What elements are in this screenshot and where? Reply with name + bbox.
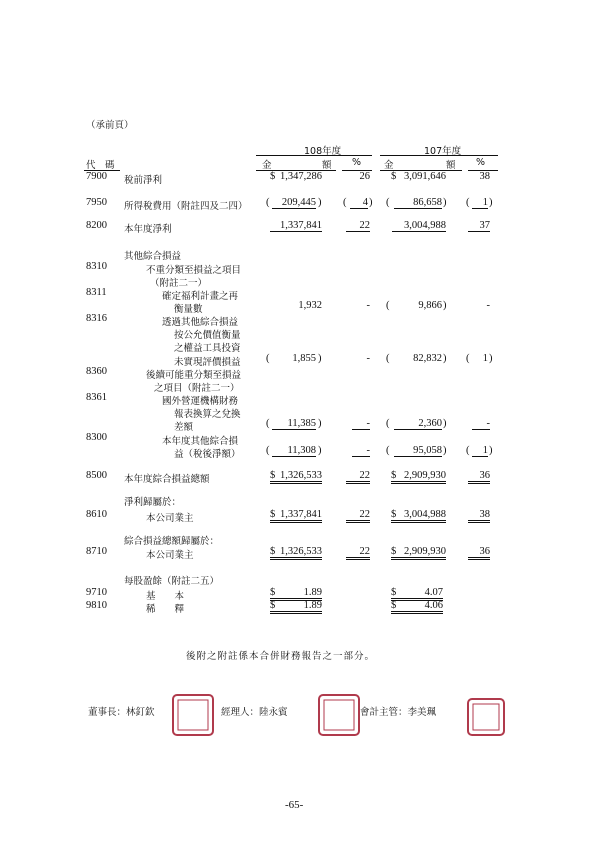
- pct-107: 37: [468, 220, 490, 232]
- currency-sign: $: [391, 587, 397, 598]
- row-code: 8310: [86, 261, 107, 272]
- row-code: 8300: [86, 432, 107, 443]
- amount-107: 95,058: [394, 445, 442, 457]
- year-108-header: 108年度: [304, 146, 342, 157]
- manager-signature: 經理人：陸永賓: [221, 707, 288, 718]
- amount-107: 2,909,930: [391, 470, 446, 484]
- row-code: 8360: [86, 366, 107, 377]
- row-label: 基 本: [146, 591, 185, 602]
- year-107-header: 107年度: [424, 146, 462, 157]
- row-label: 透過其他綜合損益: [162, 317, 239, 328]
- left-paren: (: [386, 445, 390, 456]
- amount-108: 1.89: [270, 587, 322, 601]
- row-label: 之權益工具投資: [174, 343, 241, 354]
- right-paren: ): [318, 353, 322, 364]
- left-paren: (: [386, 300, 390, 311]
- right-paren: ): [318, 445, 322, 456]
- row-label: 每股盈餘（附註二五）: [124, 576, 220, 587]
- amount-107: 2,360: [394, 418, 442, 430]
- row-label: 所得稅費用（附註四及二四）: [124, 201, 248, 212]
- pct-107: 1: [472, 197, 488, 209]
- row-code: 9710: [86, 587, 107, 598]
- left-paren: (: [343, 197, 347, 208]
- pct-107: 36: [468, 470, 490, 484]
- row-code: 8500: [86, 470, 107, 481]
- amount-107: 3,091,646: [404, 171, 446, 182]
- left-paren: (: [266, 418, 270, 429]
- row-code: 8361: [86, 392, 107, 403]
- row-label: 不重分類至損益之項目: [146, 265, 242, 276]
- row-code: 8316: [86, 313, 107, 324]
- amount-108: 1,855: [292, 353, 316, 364]
- row-label: 稅前淨利: [124, 175, 163, 186]
- currency-sign: $: [270, 470, 276, 481]
- row-label: 差額: [174, 422, 194, 433]
- pct-108: -: [366, 300, 370, 311]
- right-paren: ): [443, 445, 447, 456]
- footnote: 後附之附註係本合併財務報告之一部分。: [186, 651, 376, 662]
- right-paren: ): [443, 300, 447, 311]
- amount-header-107-b: 額: [446, 160, 456, 171]
- right-paren: ): [318, 418, 322, 429]
- amount-header-108-a: 金: [262, 160, 272, 171]
- left-paren: (: [266, 445, 270, 456]
- amount-header-108-b: 額: [322, 160, 332, 171]
- seal-border-icon: [320, 696, 358, 734]
- amount-108: 1,932: [298, 300, 322, 311]
- pct-107: 38: [479, 171, 490, 182]
- chairman-seal: [172, 694, 214, 736]
- continued-label: （承前頁）: [86, 120, 134, 131]
- seal-border-icon: [174, 696, 212, 734]
- amount-108: 1,337,841: [270, 220, 322, 232]
- right-paren: ): [489, 197, 493, 208]
- seal-border-icon: [469, 700, 503, 734]
- pct-header-108: %: [352, 157, 362, 168]
- year-107-rule: [380, 155, 498, 156]
- row-label: （附註二一）: [150, 278, 208, 289]
- amount-107: 86,658: [394, 197, 442, 209]
- row-code: 7900: [86, 171, 107, 182]
- amount-108: 1,326,533: [270, 470, 322, 484]
- currency-sign: $: [391, 546, 397, 557]
- row-code: 8311: [86, 287, 107, 298]
- pct-108: -: [366, 353, 370, 364]
- row-label: 本年度綜合損益總額: [124, 474, 210, 485]
- amount-108: 11,385: [272, 418, 316, 430]
- pct-107: -: [486, 300, 490, 311]
- amount-107: 2,909,930: [391, 546, 446, 560]
- row-label: 之項目（附註二一）: [154, 383, 240, 394]
- currency-sign: $: [391, 470, 397, 481]
- right-paren: ): [489, 445, 493, 456]
- pct-108: 22: [346, 220, 370, 232]
- row-label: 報表換算之兌換: [174, 409, 241, 420]
- row-label: 綜合損益總額歸屬於：: [124, 536, 220, 547]
- row-label: 後續可能重分類至損益: [146, 370, 242, 381]
- left-paren: (: [266, 353, 270, 364]
- row-label: 稀 釋: [146, 604, 185, 615]
- row-label: 本年度其他綜合損: [162, 436, 239, 447]
- amount-108: 1,337,841: [270, 509, 322, 523]
- pct-107: 36: [468, 546, 490, 560]
- left-paren: (: [466, 445, 470, 456]
- accountant-signature: 會計主管：李美珮: [360, 707, 437, 718]
- row-code: 8710: [86, 546, 107, 557]
- pct-108: -: [352, 418, 370, 430]
- right-paren: ): [318, 197, 322, 208]
- row-code: 7950: [86, 197, 107, 208]
- row-label: 未實現評價損益: [174, 357, 241, 368]
- currency-sign: $: [270, 509, 276, 520]
- left-paren: (: [466, 197, 470, 208]
- pct-108: 26: [359, 171, 370, 182]
- pct-108: 4: [350, 197, 368, 209]
- pct-107: -: [472, 418, 490, 430]
- left-paren: (: [386, 353, 390, 364]
- code-header: 代 碼: [86, 160, 115, 171]
- currency-sign: $: [391, 509, 397, 520]
- pct-108: 22: [346, 509, 370, 523]
- left-paren: (: [386, 197, 390, 208]
- row-code: 8200: [86, 220, 107, 231]
- amount-107: 4.06: [391, 600, 443, 614]
- amount-108: 1.89: [270, 600, 322, 614]
- amount-107: 9,866: [418, 300, 442, 311]
- amount-107: 4.07: [391, 587, 443, 601]
- right-paren: ): [443, 418, 447, 429]
- pct-107: 1: [482, 353, 488, 364]
- row-label: 確定福利計畫之再: [162, 291, 239, 302]
- left-paren: (: [466, 353, 470, 364]
- pct-header-107: %: [476, 157, 486, 168]
- row-code: 8610: [86, 509, 107, 520]
- amount-107: 3,004,988: [392, 220, 446, 232]
- currency-sign: $: [270, 600, 276, 611]
- amount-107: 3,004,988: [391, 509, 446, 523]
- row-label: 按公允價值衡量: [174, 330, 241, 341]
- row-label: 益（稅後淨額）: [174, 449, 241, 460]
- amount-108: 1,347,286: [280, 171, 322, 182]
- currency-sign: $: [391, 600, 397, 611]
- row-label: 淨利歸屬於：: [124, 497, 182, 508]
- amount-108: 11,308: [272, 445, 316, 457]
- amount-108: 209,445: [272, 197, 316, 209]
- pct-108: -: [352, 445, 370, 457]
- row-label: 本公司業主: [146, 550, 194, 561]
- currency-sign: $: [270, 171, 276, 182]
- accountant-seal: [467, 698, 505, 736]
- row-label: 本年度淨利: [124, 224, 172, 235]
- page-number: -65-: [285, 799, 304, 811]
- amount-108: 1,326,533: [270, 546, 322, 560]
- left-paren: (: [386, 418, 390, 429]
- right-paren: ): [369, 197, 373, 208]
- currency-sign: $: [270, 587, 276, 598]
- row-label: 其他綜合損益: [124, 251, 182, 262]
- pct-108: 22: [346, 546, 370, 560]
- currency-sign: $: [391, 171, 397, 182]
- amount-107: 82,832: [413, 353, 442, 364]
- right-paren: ): [443, 353, 447, 364]
- pct-107: 38: [468, 509, 490, 523]
- pct-107: 1: [472, 445, 488, 457]
- currency-sign: $: [270, 546, 276, 557]
- chairman-signature: 董事長：林釘欽: [88, 707, 155, 718]
- row-label: 國外營運機構財務: [162, 396, 239, 407]
- pct-108: 22: [346, 470, 370, 484]
- row-code: 9810: [86, 600, 107, 611]
- left-paren: (: [266, 197, 270, 208]
- right-paren: ): [489, 353, 493, 364]
- amount-header-107-a: 金: [384, 160, 394, 171]
- right-paren: ): [443, 197, 447, 208]
- row-label: 衡量數: [174, 304, 203, 315]
- manager-seal: [318, 694, 360, 736]
- row-label: 本公司業主: [146, 513, 194, 524]
- year-108-rule: [256, 155, 372, 156]
